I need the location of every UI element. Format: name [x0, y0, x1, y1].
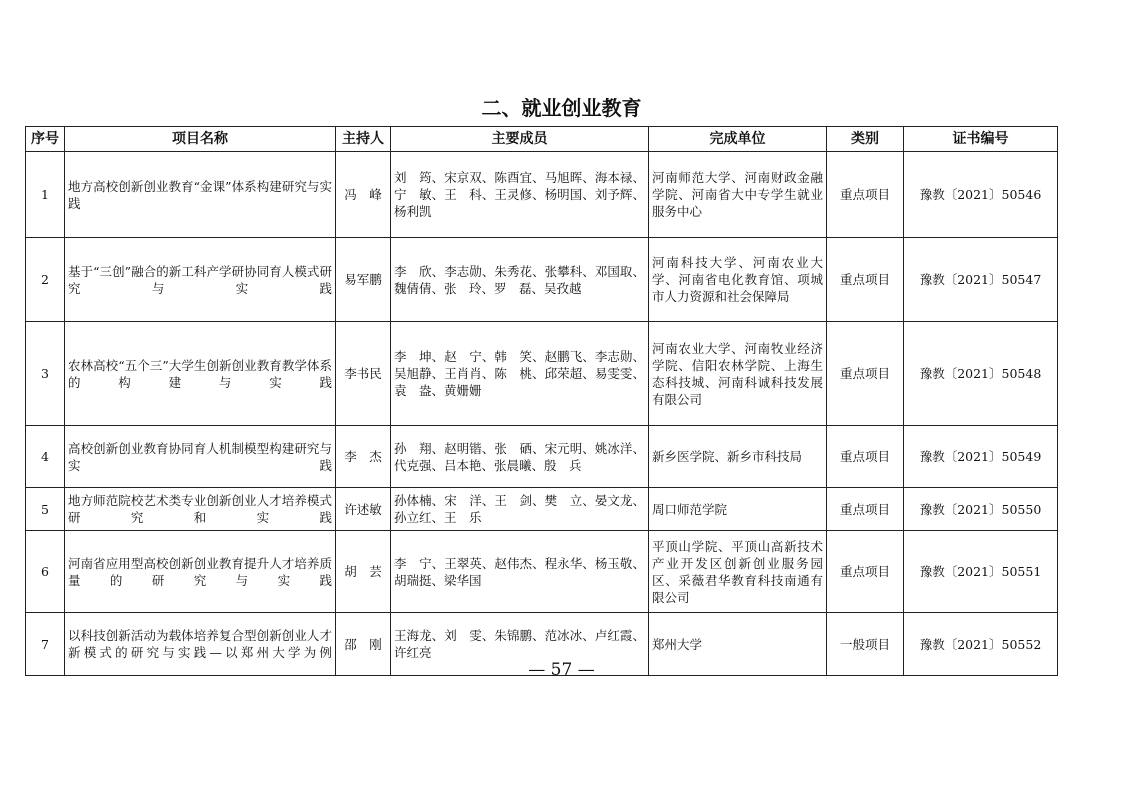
- cell-host: 李书民: [336, 322, 391, 426]
- col-header-no: 序号: [26, 127, 65, 152]
- cell-no: 3: [26, 322, 65, 426]
- cell-no: 4: [26, 426, 65, 488]
- cell-category: 重点项目: [827, 488, 904, 531]
- cell-host: 邵 刚: [336, 613, 391, 676]
- table-row: [26, 426, 1058, 488]
- cell-members: 孙 翔、赵明锴、张 硒、宋元明、姚冰洋、代克强、吕本艳、张晨曦、殷 兵: [391, 426, 649, 488]
- cell-unit: 周口师范学院: [649, 488, 827, 531]
- cell-host: 冯 峰: [336, 152, 391, 238]
- cell-category: 重点项目: [827, 322, 904, 426]
- cell-cert: 豫教〔2021〕50546: [904, 152, 1058, 238]
- table-row: [26, 238, 1058, 322]
- cell-name: 以科技创新活动为载体培养复合型创新创业人才新模式的研究与实践—以郑州大学为例: [65, 613, 336, 676]
- cell-cert: 豫教〔2021〕50551: [904, 531, 1058, 613]
- col-header-cert: 证书编号: [904, 127, 1058, 152]
- cell-cert: 豫教〔2021〕50552: [904, 613, 1058, 676]
- cell-no: 2: [26, 238, 65, 322]
- cell-unit: 河南师范大学、河南财政金融学院、河南省大中专学生就业服务中心: [649, 152, 827, 238]
- cell-unit: 郑州大学: [649, 613, 827, 676]
- cell-category: 重点项目: [827, 152, 904, 238]
- cell-cert: 豫教〔2021〕50547: [904, 238, 1058, 322]
- cell-no: 6: [26, 531, 65, 613]
- cell-members: 王海龙、刘 雯、朱锦鹏、范冰冰、卢红霞、许红亮: [391, 613, 649, 676]
- cell-members: 刘 筠、宋京双、陈酉宜、马旭晖、海本禄、宁 敏、王 科、王灵修、杨明国、刘予辉、杨利凯: [391, 152, 649, 238]
- cell-no: 7: [26, 613, 65, 676]
- cell-host: 许述敏: [336, 488, 391, 531]
- cell-name: 高校创新创业教育协同育人机制模型构建研究与实践: [65, 426, 336, 488]
- cell-host: 胡 芸: [336, 531, 391, 613]
- table-row: [26, 152, 1058, 238]
- cell-category: 一般项目: [827, 613, 904, 676]
- cell-name: 农林高校“五个三”大学生创新创业教育教学体系的构建与实践: [65, 322, 336, 426]
- section-title: 二、就业创业教育: [481, 96, 642, 120]
- cell-cert: 豫教〔2021〕50549: [904, 426, 1058, 488]
- cell-host: 李 杰: [336, 426, 391, 488]
- cell-host: 易军鹏: [336, 238, 391, 322]
- cell-no: 1: [26, 152, 65, 238]
- cell-unit: 平顶山学院、平顶山高新技术产业开发区创新创业服务园区、采薇君华教育科技南通有限公司: [649, 531, 827, 613]
- cell-unit: 新乡医学院、新乡市科技局: [649, 426, 827, 488]
- cell-unit: 河南科技大学、河南农业大学、河南省电化教育馆、项城市人力资源和社会保障局: [649, 238, 827, 322]
- cell-members: 孙体楠、宋 洋、王 剑、樊 立、晏文龙、孙立红、王 乐: [391, 488, 649, 531]
- cell-name: 地方师范院校艺术类专业创新创业人才培养模式研究和实践: [65, 488, 336, 531]
- page-number: — 57 —: [528, 660, 595, 680]
- cell-members: 李 欣、李志勋、朱秀花、张攀科、邓国取、魏倩倩、张 玲、罗 磊、吴孜越: [391, 238, 649, 322]
- table-header-row: [26, 127, 1058, 152]
- col-header-name: 项目名称: [65, 127, 336, 152]
- cell-name: 基于“三创”融合的新工科产学研协同育人模式研究与实践: [65, 238, 336, 322]
- cell-name: 地方高校创新创业教育“金课”体系构建研究与实践: [65, 152, 336, 238]
- cell-unit: 河南农业大学、河南牧业经济学院、信阳农林学院、上海生态科技城、河南科诚科技发展有限公司: [649, 322, 827, 426]
- table-row: [26, 531, 1058, 613]
- cell-name: 河南省应用型高校创新创业教育提升人才培养质量的研究与实践: [65, 531, 336, 613]
- cell-category: 重点项目: [827, 238, 904, 322]
- cell-cert: 豫教〔2021〕50548: [904, 322, 1058, 426]
- project-table: [25, 126, 1058, 676]
- table-row: [26, 488, 1058, 531]
- cell-category: 重点项目: [827, 531, 904, 613]
- cell-no: 5: [26, 488, 65, 531]
- cell-category: 重点项目: [827, 426, 904, 488]
- table-row: [26, 322, 1058, 426]
- cell-members: 李 坤、赵 宁、韩 笑、赵鹏飞、李志勋、吴旭静、王肖肖、陈 桃、邱荣超、易雯雯、袁 盎、黄姗姗: [391, 322, 649, 426]
- col-header-members: 主要成员: [391, 127, 649, 152]
- col-header-unit: 完成单位: [649, 127, 827, 152]
- cell-cert: 豫教〔2021〕50550: [904, 488, 1058, 531]
- col-header-category: 类别: [827, 127, 904, 152]
- cell-members: 李 宁、王翠英、赵伟杰、程永华、杨玉敬、胡瑞挺、梁华国: [391, 531, 649, 613]
- col-header-host: 主持人: [336, 127, 391, 152]
